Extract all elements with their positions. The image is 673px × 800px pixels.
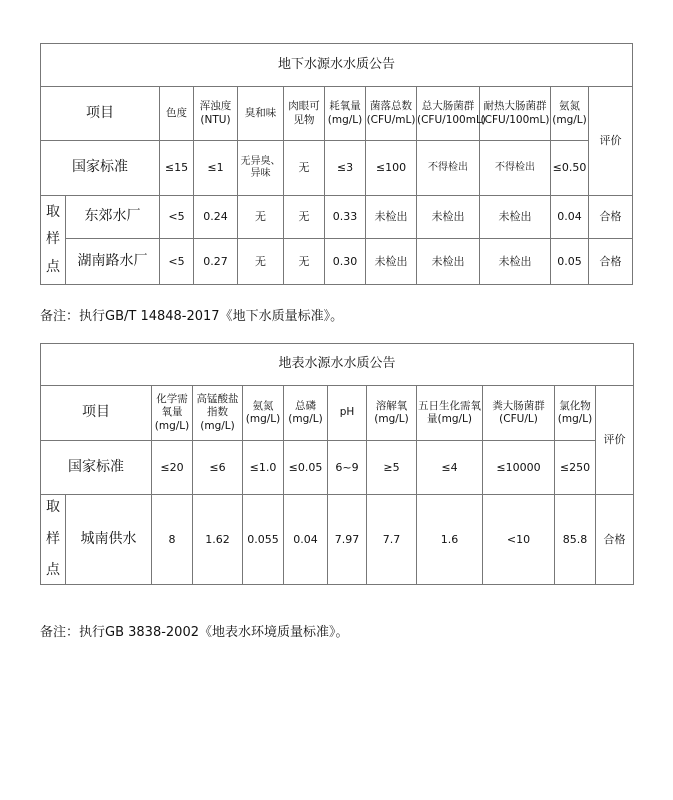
table-cell: 1.6 xyxy=(417,495,483,585)
sample-char: 样 xyxy=(46,231,60,248)
table-cell: 8 xyxy=(152,495,193,585)
table-cell: 1.62 xyxy=(193,495,243,585)
table-cell: 0.27 xyxy=(194,239,238,285)
column-header: 氨氮(mg/L) xyxy=(243,386,284,441)
standard-label: 国家标准 xyxy=(41,441,152,495)
standard-value: ≤10000 xyxy=(483,441,555,495)
column-header: 菌落总数(CFU/mL) xyxy=(366,87,417,141)
note-groundwater: 备注：执行GB/T 14848-2017《地下水质量标准》。 xyxy=(40,309,344,324)
sample-name: 东郊水厂 xyxy=(66,196,160,239)
table-cell: 0.055 xyxy=(243,495,284,585)
surface-water-quality-table xyxy=(40,343,634,585)
column-header: 总磷(mg/L) xyxy=(284,386,328,441)
table-cell: 0.05 xyxy=(551,239,589,285)
column-header: 氯化物(mg/L) xyxy=(555,386,596,441)
evaluation-cell: 合格 xyxy=(596,495,634,585)
table-cell: <5 xyxy=(160,239,194,285)
table-cell: 0.30 xyxy=(325,239,366,285)
standard-value: ≤4 xyxy=(417,441,483,495)
table-title: 地表水源水水质公告 xyxy=(41,344,634,386)
table-cell: 未检出 xyxy=(480,196,551,239)
column-header: 化学需氧量(mg/L) xyxy=(152,386,193,441)
table-cell: <5 xyxy=(160,196,194,239)
column-header: 五日生化需氧量(mg/L) xyxy=(417,386,483,441)
column-header: 总大肠菌群(CFU/100mL) xyxy=(417,87,480,141)
evaluation-cell: 合格 xyxy=(589,239,633,285)
table-cell: 无 xyxy=(284,196,325,239)
evaluation-header: 评价 xyxy=(589,87,633,196)
groundwater-quality-table xyxy=(40,43,633,285)
sample-char: 点 xyxy=(46,562,60,579)
standard-label: 国家标准 xyxy=(41,141,160,196)
table-cell: 无 xyxy=(238,239,284,285)
standard-value: ≤6 xyxy=(193,441,243,495)
column-header: 臭和味 xyxy=(238,87,284,141)
table-cell: 未检出 xyxy=(417,239,480,285)
table-cell: 7.7 xyxy=(367,495,417,585)
standard-value: 6~9 xyxy=(328,441,367,495)
table-cell: 7.97 xyxy=(328,495,367,585)
standard-value: ≤20 xyxy=(152,441,193,495)
table-cell: 0.04 xyxy=(551,196,589,239)
table-cell: 未检出 xyxy=(480,239,551,285)
table-cell: 0.33 xyxy=(325,196,366,239)
column-header: 溶解氧(mg/L) xyxy=(367,386,417,441)
standard-value: ≤100 xyxy=(366,141,417,196)
standard-value: ≤250 xyxy=(555,441,596,495)
standard-value: ≤0.05 xyxy=(284,441,328,495)
standard-value: ≤1 xyxy=(194,141,238,196)
table-cell: 未检出 xyxy=(366,239,417,285)
standard-value: 无异臭、异味 xyxy=(238,141,284,196)
table-cell: 85.8 xyxy=(555,495,596,585)
column-header: 高锰酸盐指数(mg/L) xyxy=(193,386,243,441)
table-title: 地下水源水水质公告 xyxy=(41,44,633,87)
table-cell: 无 xyxy=(284,239,325,285)
standard-value: ≥5 xyxy=(367,441,417,495)
evaluation-cell: 合格 xyxy=(589,196,633,239)
table-cell: 0.04 xyxy=(284,495,328,585)
note-surface-water: 备注：执行GB 3838-2002《地表水环境质量标准》。 xyxy=(40,625,349,640)
column-header: 耗氧量(mg/L) xyxy=(325,87,366,141)
standard-value: 不得检出 xyxy=(417,141,480,196)
column-header: 肉眼可见物 xyxy=(284,87,325,141)
table-cell: <10 xyxy=(483,495,555,585)
standard-value: 不得检出 xyxy=(480,141,551,196)
standard-value: ≤1.0 xyxy=(243,441,284,495)
sample-char: 取 xyxy=(46,203,60,220)
column-header: pH xyxy=(328,386,367,441)
sample-name: 湖南路水厂 xyxy=(66,239,160,285)
sample-char: 取 xyxy=(46,499,60,516)
standard-value: ≤3 xyxy=(325,141,366,196)
table-cell: 无 xyxy=(238,196,284,239)
evaluation-header: 评价 xyxy=(596,386,634,495)
item-header: 项目 xyxy=(41,87,160,141)
standard-value: ≤0.50 xyxy=(551,141,589,196)
sample-char: 样 xyxy=(46,530,60,547)
sample-char: 点 xyxy=(46,258,60,275)
sample-point-label xyxy=(41,196,66,285)
standard-value: ≤15 xyxy=(160,141,194,196)
column-header: 粪大肠菌群(CFU/L) xyxy=(483,386,555,441)
table-cell: 0.24 xyxy=(194,196,238,239)
standard-value: 无 xyxy=(284,141,325,196)
column-header: 色度 xyxy=(160,87,194,141)
table-cell: 未检出 xyxy=(417,196,480,239)
column-header: 耐热大肠菌群(CFU/100mL) xyxy=(480,87,551,141)
column-header: 氨氮(mg/L) xyxy=(551,87,589,141)
sample-name: 城南供水 xyxy=(66,495,152,585)
sample-point-label xyxy=(41,495,66,585)
item-header: 项目 xyxy=(41,386,152,441)
column-header: 浑浊度(NTU) xyxy=(194,87,238,141)
table-cell: 未检出 xyxy=(366,196,417,239)
